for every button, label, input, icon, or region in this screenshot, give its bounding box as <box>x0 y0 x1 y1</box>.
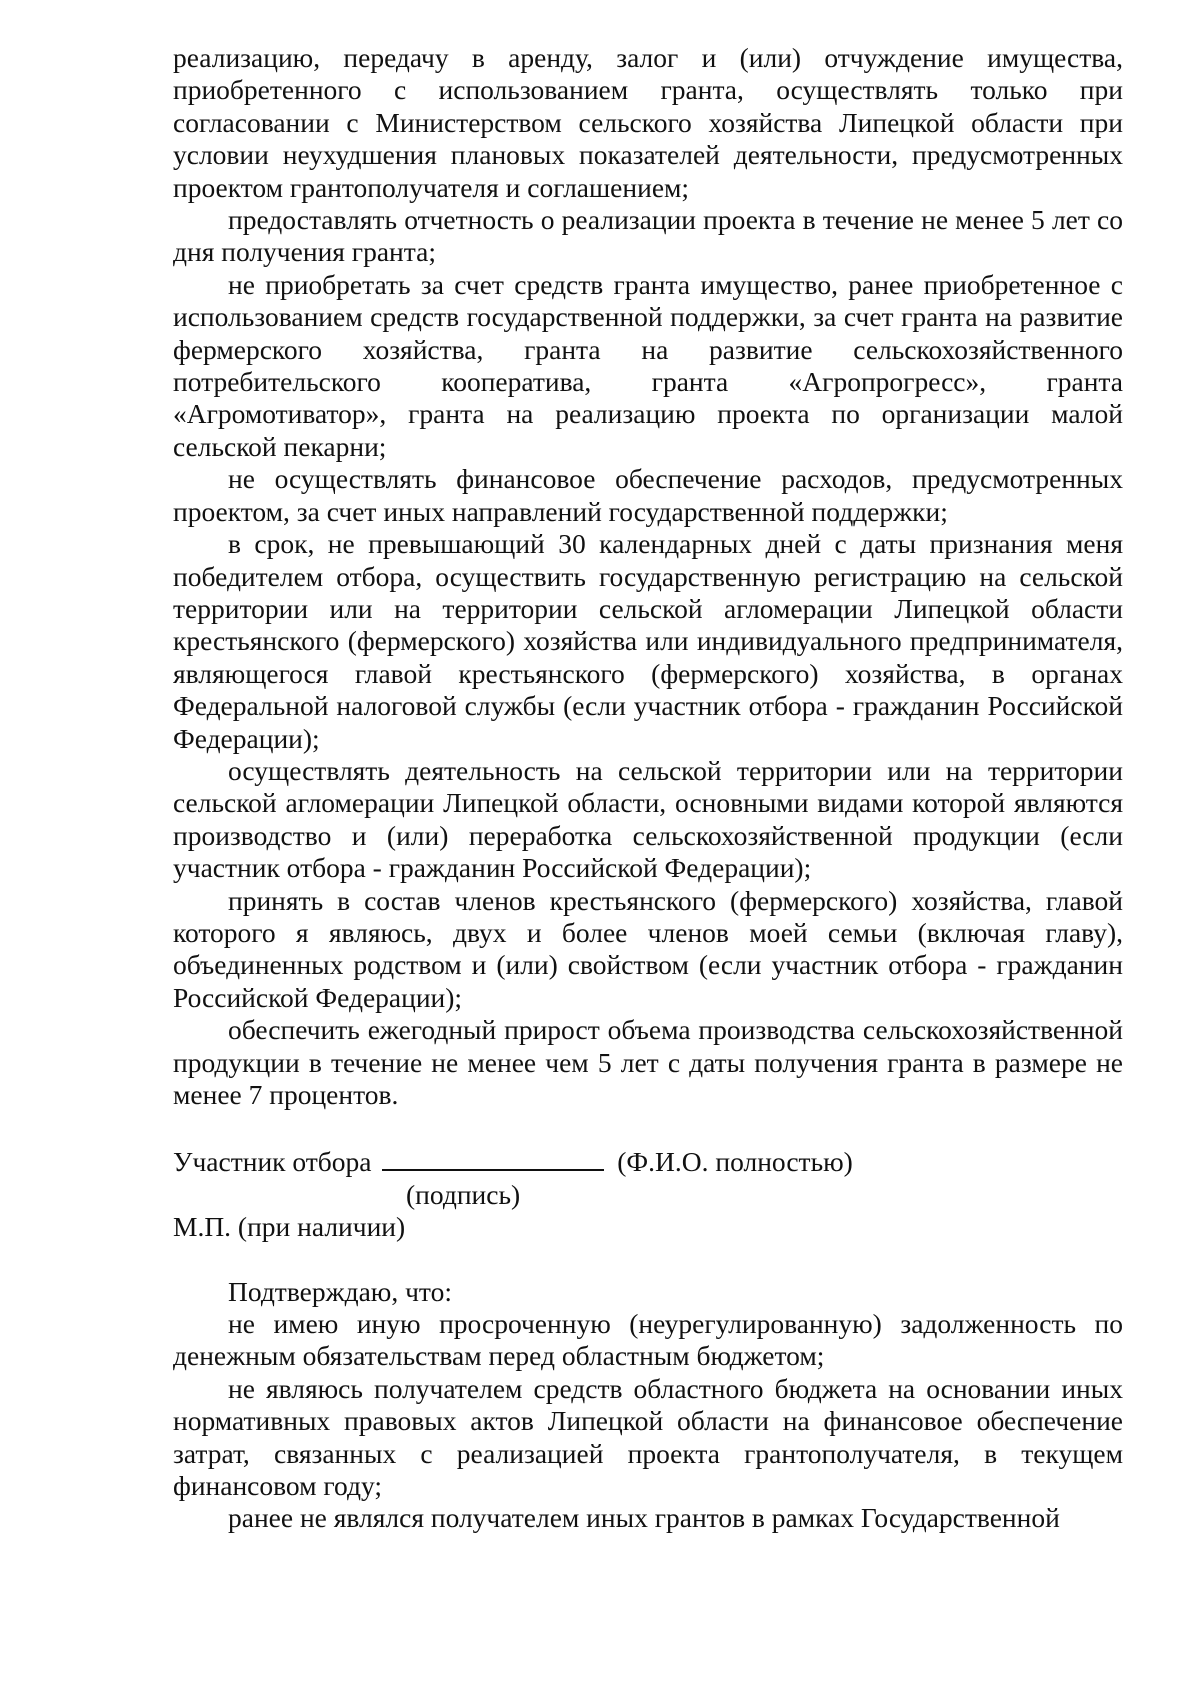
obligation-paragraph: обеспечить ежегодный прирост объема производства сельскохозяйственной продукции в течение не менее чем 5 лет с даты получения гранта в размере не менее 7 процентов. <box>173 1014 1123 1110</box>
obligation-paragraph: в срок, не превышающий 30 календарных дней с даты признания меня победителем отбора, осуществить государственную регистрацию на сельской территории или на территории сельской агломерации Липецкой области крестьянского (фермерского) хозяйства или индивидуального предпринимателя, являющегося главой крестьянского (фермерского) хозяйства, в органах Федеральной налоговой службы (если участник отбора - гражданин Российской Федерации); <box>173 528 1123 754</box>
participant-label: Участник отбора <box>173 1146 372 1178</box>
fio-label: (Ф.И.О. полностью) <box>617 1146 853 1178</box>
confirmation-paragraph: ранее не являлся получателем иных грантов в рамках Государственной <box>228 1502 1060 1534</box>
obligation-paragraph: осуществлять деятельность на сельской территории или на территории сельской агломерации Липецкой области, основными видами которой являются производство и (или) переработка сельскохозяйственной продукции (если участник отбора - гражданин Российской Федерации); <box>173 754 1123 884</box>
obligations-section <box>173 42 1123 1111</box>
obligation-paragraph: не приобретать за счет средств гранта имущество, ранее приобретенное с использованием средств государственной поддержки, за счет гранта на развитие фермерского хозяйства, гранта на развитие сельскохозяйственного потребительского кооператива, гранта «Агропрогресс», гранта «Агромотиватор», гранта на реализацию проекта по организации малой сельской пекарни; <box>173 268 1123 462</box>
obligation-paragraph: реализацию, передачу в аренду, залог и (или) отчуждение имущества, приобретенного с использованием гранта, осуществлять только при согласовании с Министерством сельского хозяйства Липецкой области при условии неухудшения плановых показателей деятельности, предусмотренных проектом грантополучателя и соглашением; <box>173 42 1123 203</box>
confirmation-heading: Подтверждаю, что: <box>228 1275 452 1307</box>
confirmation-paragraph: не являюсь получателем средств областного бюджета на основании иных нормативных правовых актов Липецкой области на финансовое обеспечение затрат, связанных с реализацией проекта грантополучателя, в текущем финансовом году; <box>173 1372 1123 1502</box>
document-page <box>173 42 1123 1535</box>
signature-blank <box>382 1145 604 1171</box>
stamp-label: М.П. (при наличии) <box>173 1211 406 1243</box>
obligation-paragraph: принять в состав членов крестьянского (фермерского) хозяйства, главой которого я являюсь, двух и более членов моей семьи (включая главу), объединенных родством и (или) свойством (если участник отбора - гражданин Российской Федерации); <box>173 884 1123 1013</box>
obligation-paragraph: не осуществлять финансовое обеспечение расходов, предусмотренных проектом, за счет иных направлений государственной поддержки; <box>173 463 1123 527</box>
signature-block <box>173 1145 1123 1243</box>
confirmation-section <box>173 1276 1123 1535</box>
signature-caption: (подпись) <box>406 1178 521 1210</box>
signature-line <box>173 1145 1123 1178</box>
confirmation-paragraph: не имею иную просроченную (неурегулированную) задолженность по денежным обязательствам перед областным бюджетом; <box>173 1308 1123 1372</box>
obligation-paragraph: предоставлять отчетность о реализации проекта в течение не менее 5 лет со дня получения гранта; <box>173 204 1123 268</box>
